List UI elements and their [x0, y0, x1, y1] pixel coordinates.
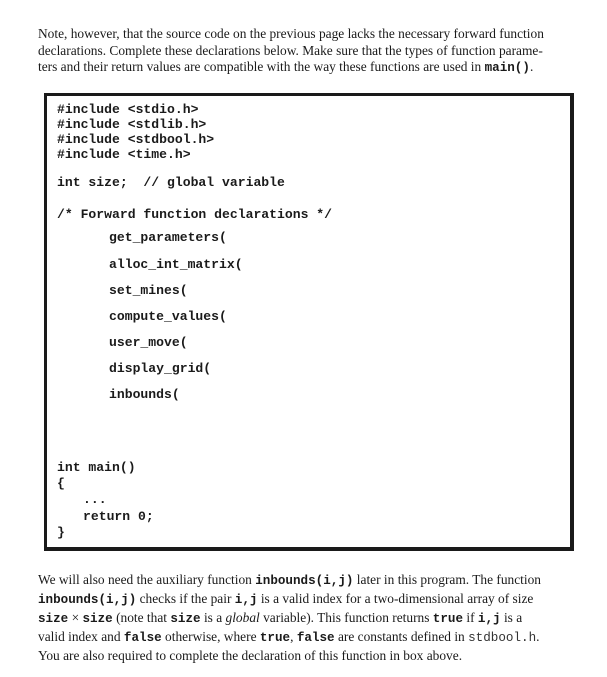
global-emphasis: global [225, 610, 260, 625]
text: if [463, 610, 478, 625]
main-close-brace: } [57, 525, 65, 540]
text: variable). This function returns [259, 610, 433, 625]
text: We will also need the auxiliary function [38, 572, 256, 587]
true-code: true [432, 612, 464, 626]
declaration-inbounds: inbounds( [109, 387, 180, 402]
size-code: size [170, 612, 201, 626]
text: valid index and [38, 629, 124, 644]
size-code: size [38, 612, 69, 626]
code-ellipsis: ... [83, 492, 107, 507]
inbounds-code: inbounds(i,j) [38, 593, 137, 607]
outro-line-2 [38, 590, 580, 609]
declaration-alloc-int-matrix: alloc_int_matrix( [109, 257, 243, 272]
main-open-brace: { [57, 476, 65, 491]
false-code: false [296, 631, 335, 645]
main-call-code: main() [484, 61, 530, 76]
declaration-user-move: user_move( [109, 335, 188, 350]
stdbool-header-code: stdbool.h [468, 631, 537, 645]
text: checks if the pair [136, 591, 235, 606]
declaration-display-grid: display_grid( [109, 361, 212, 376]
declaration-set-mines: set_mines( [109, 283, 188, 298]
text: (note that [112, 610, 171, 625]
true-code: true [259, 631, 291, 645]
include-line: #include <stdbool.h> [57, 132, 215, 147]
outro-line-3 [38, 609, 580, 628]
intro-line-1: Note, however, that the source code on the previous page lacks the necessary forward function [38, 26, 544, 41]
times-symbol: × [68, 610, 83, 625]
include-line: #include <stdio.h> [57, 102, 199, 117]
text: otherwise, where [161, 629, 260, 644]
intro-line-3 [38, 59, 580, 77]
text: are constants defined in [334, 629, 469, 644]
outro-paragraph [38, 571, 580, 664]
declaration-compute-values: compute_values( [109, 309, 227, 324]
intro-paragraph [38, 26, 580, 77]
index-pair-code: i,j [234, 593, 258, 607]
size-code: size [82, 612, 113, 626]
index-pair-code: i,j [477, 612, 501, 626]
intro-period: . [529, 59, 534, 75]
declaration-get-parameters: get_parameters( [109, 230, 227, 245]
false-code: false [123, 631, 162, 645]
text: , [290, 629, 297, 644]
outro-line-1 [38, 571, 580, 590]
outro-line-4 [38, 628, 580, 647]
inbounds-code: inbounds(i,j) [255, 574, 354, 588]
forward-declarations-comment: /* Forward function declarations */ [57, 207, 333, 222]
intro-line-2: declarations. Complete these declarations below. Make sure that the types of function parame- [38, 42, 543, 58]
include-line: #include <stdlib.h> [57, 117, 207, 132]
text: is a [200, 610, 226, 625]
text: later in this program. The function [353, 572, 542, 587]
text: is a [500, 610, 523, 625]
text: . [536, 629, 540, 644]
text: is a valid index for a two-dimensional array of size [257, 591, 534, 606]
outro-line-5: You are also required to complete the declaration of this function in box above. [38, 648, 463, 663]
global-variable-line: int size; // global variable [57, 175, 285, 190]
return-statement: return 0; [83, 509, 154, 524]
main-signature: int main() [57, 460, 136, 475]
include-line: #include <time.h> [57, 147, 191, 162]
code-box [44, 93, 574, 551]
intro-line-3-text: ters and their return values are compatible with the way these functions are used in [38, 59, 485, 75]
